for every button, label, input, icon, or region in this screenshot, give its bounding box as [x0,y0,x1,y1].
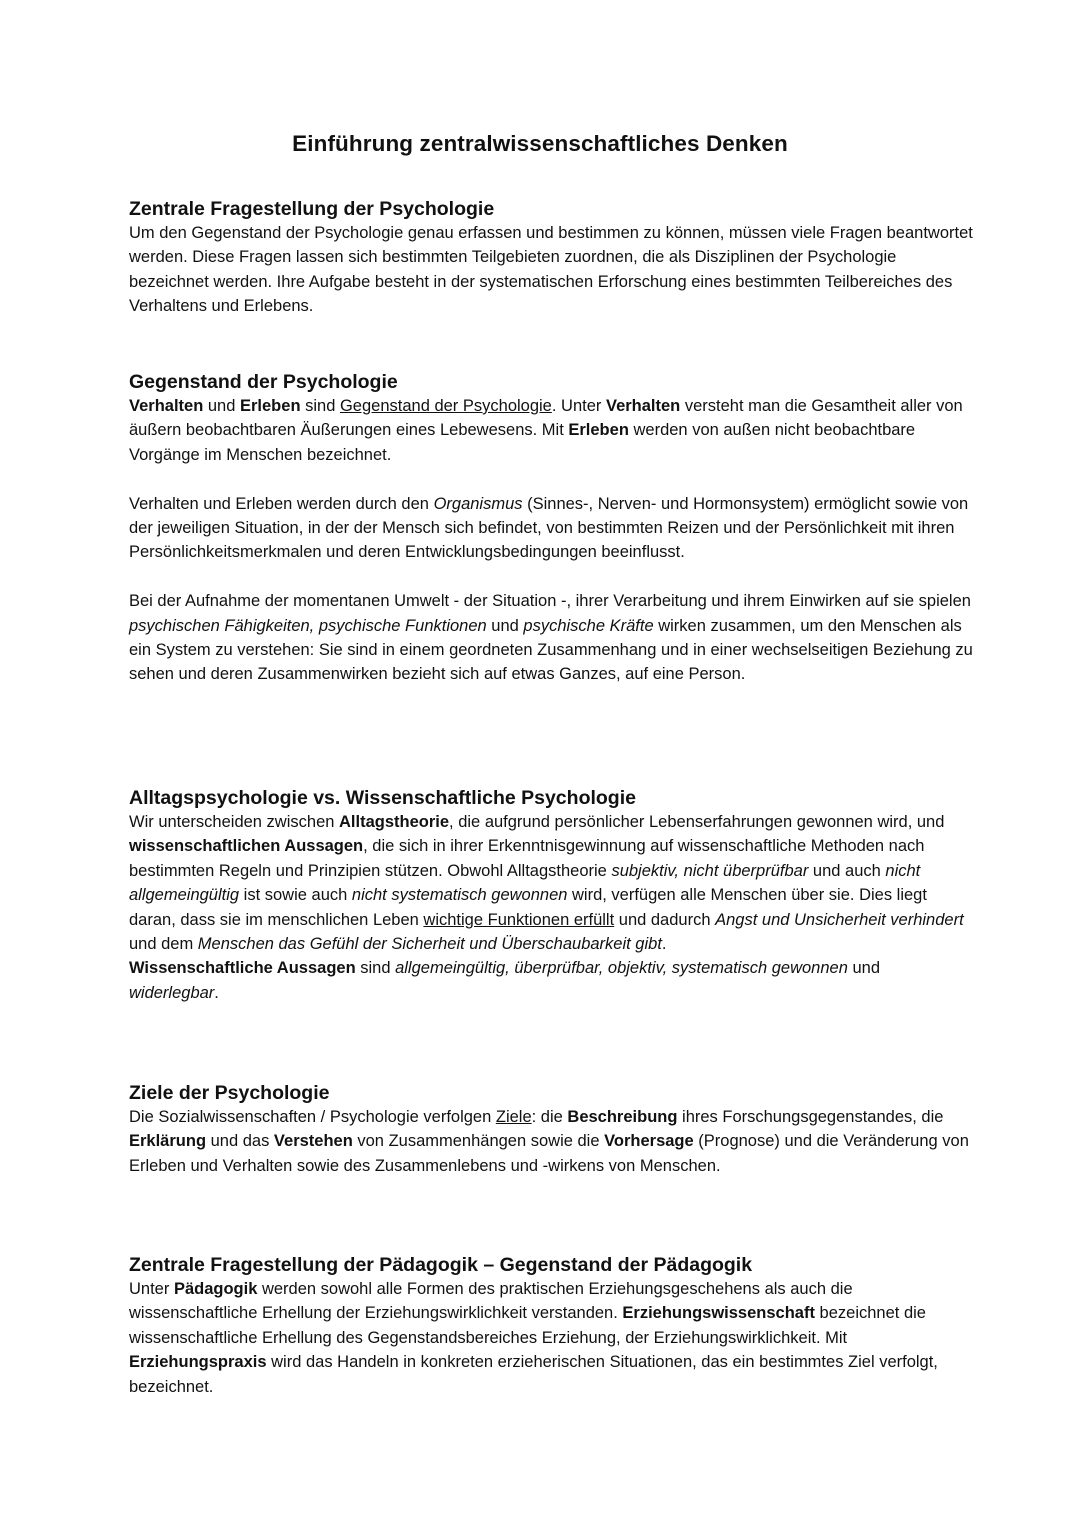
section-paedagogik [129,1253,974,1399]
section-paragraph [129,492,974,565]
text-run: und [847,959,881,978]
bold-term: Erziehungspraxis [129,1353,267,1372]
italic-phrase: widerlegbar [129,983,215,1002]
text-run: sind [300,397,340,415]
bold-term: Erklärung [129,1132,207,1151]
text-run: sind [355,959,396,978]
italic-phrase: Angst und Unsicherheit verhindert [715,910,964,929]
text-run: und auch [808,861,886,880]
bold-term: Vorhersage [604,1132,694,1151]
section-paragraph [129,956,974,1005]
bold-term: Pädagogik [173,1280,258,1298]
section-paragraph [129,810,974,956]
italic-phrase: nicht systematisch gewonnen [351,886,568,905]
bold-term: Wissenschaftliche Aussagen [129,959,356,978]
text-run: : die [531,1108,568,1126]
section-ziele-psychologie [129,1081,974,1178]
bold-term: Erleben [240,397,301,415]
text-run: ist sowie auch [239,886,352,905]
italic-phrase: Organismus [433,494,523,513]
text-run: (Prognose) und die Veränderung von Erleben und Verhalten sowie des Zusammenlebens und -wirkens von Menschen. [129,1132,969,1175]
underlined-phrase: Ziele [495,1108,532,1126]
section-heading: Zentrale Fragestellung der Pädagogik – Gegenstand der Pädagogik [129,1254,753,1276]
bold-term: Beschreibung [567,1108,678,1126]
text-run: und das [206,1132,274,1151]
text-run: Wir unterscheiden zwischen [129,813,340,831]
text-run: und [203,397,240,415]
section-gegenstand-psychologie [129,370,974,687]
text-run: . [214,983,219,1002]
section-paragraph [129,589,974,687]
text-run: ihres Forschungsgegenstandes, die [677,1108,944,1126]
text-run: werden sowohl alle Formen des praktischen Erziehungsgeschehens als auch die wissenschaftliche Erhellung der Erziehungswirklichkeit verstanden. [129,1280,853,1323]
text-run: wird, verfügen alle Menschen über sie. Dies liegt daran, dass sie im menschlichen Leben [129,886,927,929]
section-psychologie-fragestellung [129,197,974,319]
section-heading: Ziele der Psychologie [129,1082,330,1104]
text-run: Um den Gegenstand der Psychologie genau erfassen und bestimmen zu können, müssen viele Fragen beantwortet werden. Diese Fragen lassen sich bestimmten Teilgebieten zuordnen, die als Disziplinen der Psychologie bezeichnet werden. Ihre Aufgabe besteht in der systematischen Erforschung eines bestimmten Teilbereiches des Verhaltens und Erlebens. [129,224,973,316]
bold-term: Erziehungswissenschaft [622,1304,815,1323]
italic-phrase: subjektiv, nicht überprüfbar [611,861,809,880]
italic-phrase: psychischen Fähigkeiten, psychische Funktionen [129,616,487,635]
bold-term: Alltagstheorie [339,813,450,831]
text-run: Bei der Aufnahme der momentanen Umwelt - der Situation -, ihrer Verarbeitung und ihrem Einwirken auf sie spielen [129,592,971,611]
text-run: (Sinnes-, Nerven- und Hormonsystem) ermöglicht sowie von der jeweiligen Situation, in der der Mensch sich befindet, von bestimmten Reizen und der Persönlichkeit mit ihren Persönlichkeitsmerkmalen und deren Entwicklungsbedingungen beeinflusst. [129,494,969,562]
text-run: wirken zusammen, um den Menschen als ein System zu verstehen: Sie sind in einem geordneten Zusammenhang und in einer wechselseitigen Beziehung zu sehen und deren Zusammenwirken bezieht sich auf etwas Ganzes, auf eine Person. [129,616,973,684]
section-paragraph [129,221,974,319]
section-paragraph [129,1277,974,1399]
italic-phrase: nicht allgemeingültig [129,861,921,905]
italic-phrase: allgemeingültig, überprüfbar, objektiv, systematisch gewonnen [395,959,848,978]
text-run: bezeichnet die wissenschaftliche Erhellung des Gegenstandsbereiches Erziehung, der Erziehungswirklichkeit. Mit [129,1304,926,1347]
bold-term: Verhalten [129,397,204,415]
text-run: und dadurch [614,910,716,929]
text-run: Unter [129,1280,174,1298]
section-paragraph [129,394,974,467]
text-run: Verhalten und Erleben werden durch den [129,494,434,513]
text-run: versteht man die Gesamtheit aller von äußern beobachtbaren Äußerungen eines Lebewesens. Mit [129,397,963,440]
bold-term: Verstehen [273,1132,353,1151]
underlined-phrase: wichtige Funktionen erfüllt [423,910,615,929]
bold-term: wissenschaftlichen Aussagen [129,837,364,856]
text-run: werden von außen nicht beobachtbare Vorgänge im Menschen bezeichnet. [129,421,916,464]
section-heading: Alltagspsychologie vs. Wissenschaftliche Psychologie [129,787,636,809]
italic-phrase: psychische Kräfte [523,616,654,635]
text-run: von Zusammenhängen sowie die [352,1132,605,1151]
text-run: und [486,616,524,635]
text-run: . Unter [551,397,606,415]
text-run: . [661,935,667,954]
text-run: wird das Handeln in konkreten erzieherischen Situationen, das ein bestimmtes Ziel verfolgt, bezeichnet. [129,1353,938,1396]
underlined-phrase: Gegenstand der Psychologie [339,397,552,415]
section-paragraph [129,1105,974,1178]
bold-term: Verhalten [605,397,681,415]
italic-phrase: Menschen das Gefühl der Sicherheit und Überschaubarkeit gibt [197,935,662,954]
section-alltagspsychologie [129,786,974,1005]
bold-term: Erleben [568,421,629,440]
text-run: , die sich in ihrer Erkenntnisgewinnung auf wissenschaftliche Methoden nach bestimmten Regeln und Prinzipien stützen. Obwohl Alltagstheorie [129,837,925,880]
text-run: , die aufgrund persönlicher Lebenserfahrungen gewonnen wird, und [449,813,945,831]
section-heading: Zentrale Fragestellung der Psychologie [129,198,495,220]
text-run: Die Sozialwissenschaften / Psychologie verfolgen [129,1108,496,1126]
document-title: Einführung zentralwissenschaftliches Denken [292,131,788,156]
section-heading: Gegenstand der Psychologie [129,371,398,393]
text-run: und dem [129,935,198,954]
